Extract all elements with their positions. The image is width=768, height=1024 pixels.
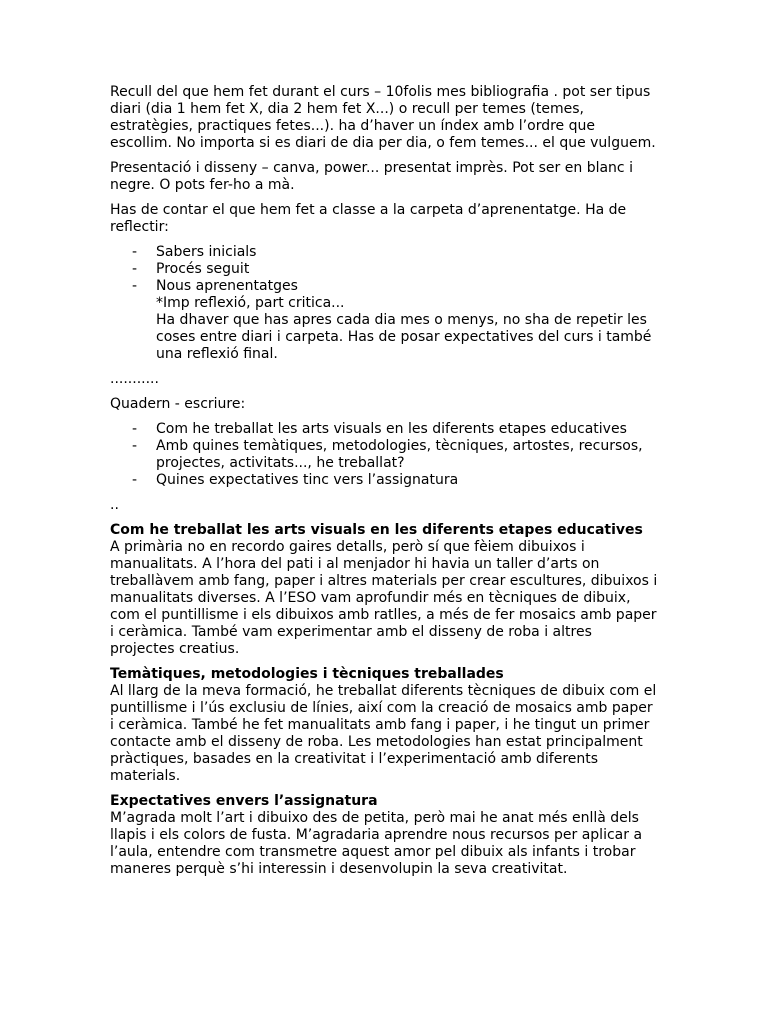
section-heading: Com he treballat les arts visuals en les diferents etapes educatives <box>110 522 643 538</box>
separator-dots: ........... <box>110 371 159 387</box>
intro-paragraph-3: Has de contar el que hem fet a classe a la carpeta d’aprenentatge. Ha de reflectir: <box>110 202 627 235</box>
section-expectatives <box>110 793 658 878</box>
intro-paragraph-2: Presentació i disseny – canva, power... presentat imprès. Pot ser en blanc i negre. O pots fer-ho a mà. <box>110 160 633 193</box>
intro-paragraph-1: Recull del que hem fet durant el curs – 10folis mes bibliografia . pot ser tipus diari (dia 1 hem fet X, dia 2 hem fet X...) o recull per temes (temes, estratègies, practiques fetes...). ha d’haver un índex amb l’ordre que escollim. No importa si es diari de dia per dia, o fem temes... el que vulguem. <box>110 84 656 151</box>
list-subnote-imp: *Imp reflexió, part critica... <box>156 295 345 311</box>
separator-dots-short: .. <box>110 497 119 513</box>
section-arts-visuals <box>110 522 658 658</box>
list-subnote: Ha dhaver que has apres cada dia mes o menys, no sha de repetir les coses entre diari i carpeta. Has de posar expectatives del curs i també una reflexió final. <box>156 312 652 362</box>
section-body: M’agrada molt l’art i dibuixo des de petita, però mai he anat més enllà dels llapis i els colors de fusta. M’agradaria aprendre nous recursos per aplicar a l’aula, entendre com transmetre aquest amor pel dibuix als infants i trobar maneres perquè s’hi interessin i desenvolupin la seva creativitat. <box>110 810 643 877</box>
section-tematiques <box>110 666 658 785</box>
list-item: - Amb quines temàtiques, metodologies, tècniques, artostes, recursos, projectes, activitats..., he treballat? <box>110 438 658 472</box>
document-page <box>110 84 658 886</box>
list-item: - Quines expectatives tinc vers l’assignatura <box>110 472 658 489</box>
section-heading: Temàtiques, metodologies i tècniques treballades <box>110 666 504 682</box>
list-item: - Sabers inicials <box>110 244 658 261</box>
list-item: - Procés seguit <box>110 261 658 278</box>
quadern-list <box>110 421 658 489</box>
list-item: - Com he treballat les arts visuals en les diferents etapes educatives <box>110 421 658 438</box>
quadern-label: Quadern - escriure: <box>110 396 246 412</box>
reflection-list <box>110 244 658 363</box>
section-heading: Expectatives envers l’assignatura <box>110 793 378 809</box>
section-body: A primària no en recordo gaires detalls, però sí que fèiem dibuixos i manualitats. A l’hora del pati i al menjador hi havia un taller d’arts on treballàvem amb fang, paper i altres materials per crear escultures, dibuixos i manualitats diverses. A l’ESO vam aprofundir més en tècniques de dibuix, com el puntillisme i els dibuixos amb ratlles, a més de fer mosaics amb paper i ceràmica. També vam experimentar amb el disseny de roba i altres projectes creatius. <box>110 539 658 657</box>
section-body: Al llarg de la meva formació, he treballat diferents tècniques de dibuix com el puntillisme i l’ús exclusiu de línies, així com la creació de mosaics amb paper i ceràmica. També he fet manualitats amb fang i paper, i he tingut un primer contacte amb el disseny de roba. Les metodologies han estat principalment pràctiques, basades en la creativitat i l’experimentació amb diferents materials. <box>110 683 657 784</box>
list-item: - Nous aprenentatges *Imp reflexió, part critica... Ha dhaver que has apres cada dia mes o menys, no sha de repetir les coses entre diari i carpeta. Has de posar expectatives del curs i també una reflexió final. <box>110 278 658 363</box>
